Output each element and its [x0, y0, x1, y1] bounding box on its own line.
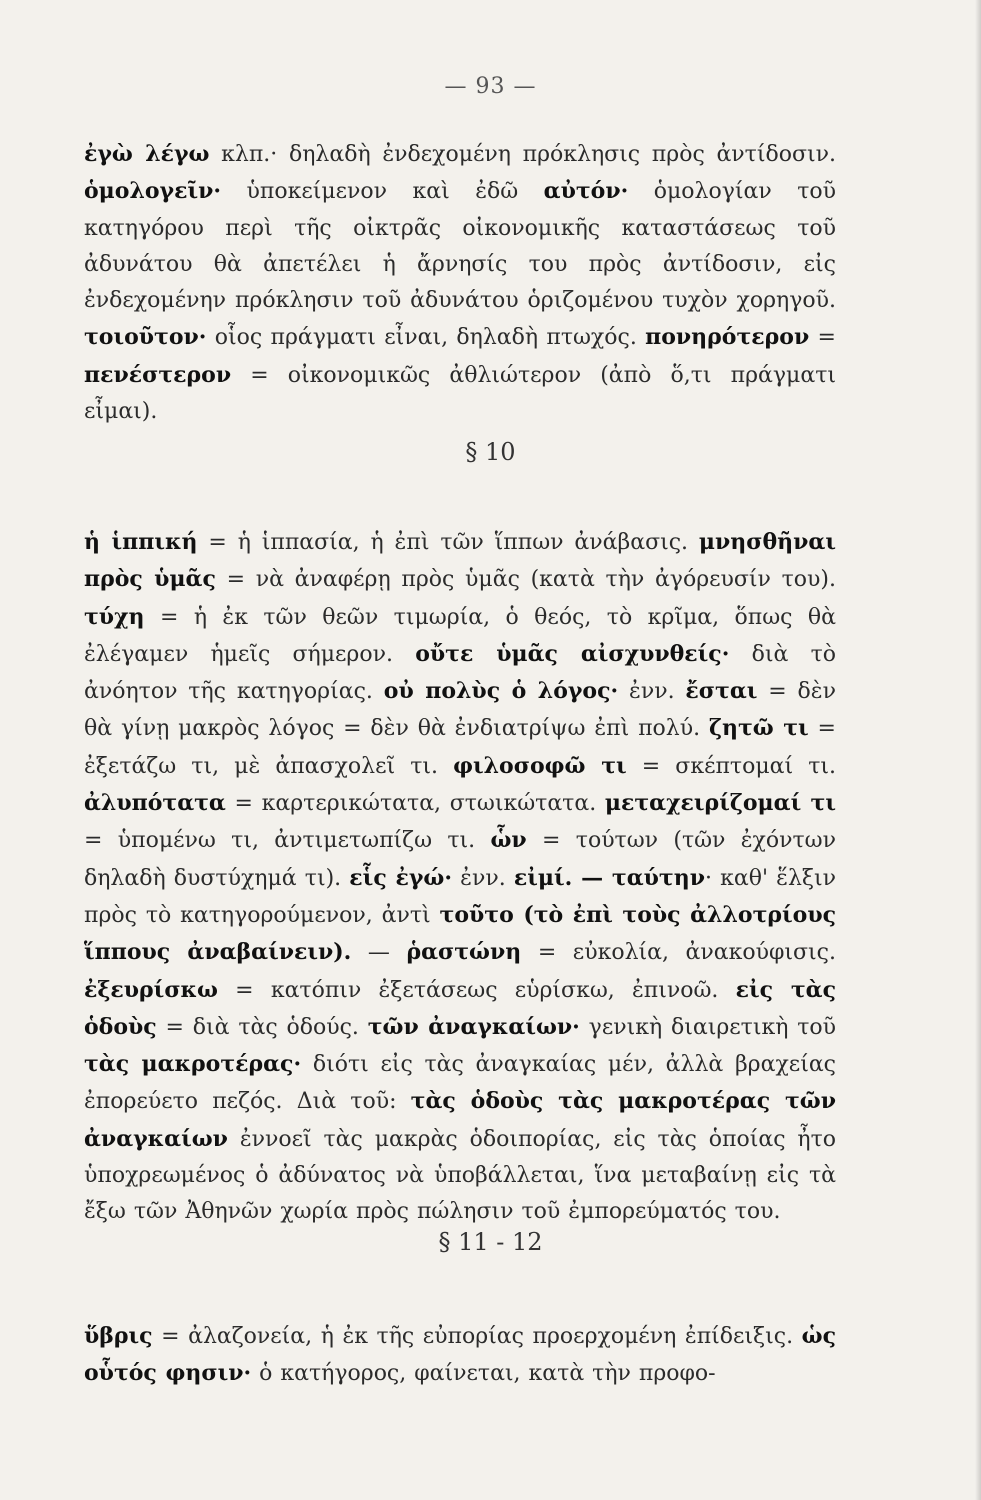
bold-term: τύχη [84, 603, 145, 630]
bold-term: τοιοῦτον· [84, 324, 207, 351]
page-number: — 93 — [444, 74, 537, 99]
text-run: διότι εἰς τὰς ἀναγκαίας μέν, ἀλλὰ βραχείας ἐπορεύετο πεζός. Διὰ τοῦ: [84, 1052, 836, 1115]
text-run: = κατόπιν ἐξετάσεως εὑρίσκω, ἐπινοῶ. [217, 977, 736, 1003]
text-run: ἐνν. [452, 865, 514, 891]
text-run: = ἀλαζονεία, ἡ ἐκ τῆς εὐπορίας προερχομένη ἐπίδειξις. [152, 1324, 802, 1349]
bold-term: εἷς ἐγώ· [349, 864, 453, 891]
text-run: ἐνν. [618, 679, 686, 705]
bold-term: πονηρότερον [645, 324, 810, 351]
text-run: διὰ τὸ ἀνόητον τῆς κατηγορίας. [84, 641, 836, 705]
bold-term: ῥαστώνη [406, 939, 522, 966]
text-run: = δὲν θὰ γίνῃ μακρὸς λόγος = δὲν θὰ ἐνδιατρίψω ἐπὶ πολύ. [84, 679, 836, 742]
bold-term: μεταχειρίζομαί τι [604, 790, 836, 817]
bold-term: ἔσται [685, 678, 758, 705]
bold-term: μνησθῆναι πρὸς ὑμᾶς [84, 529, 836, 593]
bold-term: τὰς μακροτέρας· [84, 1051, 302, 1078]
text-run: = ἡ ἱππασία, ἡ ἐπὶ τῶν ἵππων ἀνάβασις. [197, 530, 699, 555]
bold-term: εἰς τὰς ὁδοὺς [84, 976, 837, 1040]
text-run: ὁ κατήγορος, φαίνεται, κατὰ τὴν προφο- [251, 1361, 716, 1387]
bold-term: εἰμί. — ταύτην [513, 864, 705, 891]
bold-term: ὕβρις [84, 1323, 153, 1349]
text-run: = ὑπομένω τι, ἀντιμετωπίζω τι. [84, 828, 491, 854]
text-run: οἷος πράγματι εἶναι, δηλαδὴ πτωχός. [206, 325, 646, 351]
text-run: — [351, 940, 407, 966]
bold-term: οὐ πολὺς ὁ λόγος· [383, 678, 619, 705]
bold-term: ἐγὼ λέγω [84, 141, 210, 167]
bold-term: ἡ ἱππική [84, 529, 198, 555]
bold-term: ζητῶ τι [708, 715, 809, 742]
bold-term: τῶν ἀναγκαίων· [367, 1013, 580, 1040]
bold-term: οὔτε ὑμᾶς αἰσχυνθείς· [415, 640, 730, 667]
section-heading-10: § 10 [465, 438, 516, 466]
text-run: γενικὴ διαιρετικὴ τοῦ [579, 1014, 836, 1040]
text-run: = νὰ ἀναφέρῃ πρὸς ὑμᾶς (κατὰ τὴν ἀγόρευσίν του). [215, 567, 836, 593]
text-run: = εὐκολία, ἀνακούφισις. [521, 940, 836, 966]
paragraph-2 [84, 524, 836, 1231]
text-run: = σκέπτομαί τι. [626, 753, 836, 779]
text-run: = καρτερικώτατα, στωικώτατα. [225, 791, 605, 817]
bold-term: τοῦτο (τὸ ἐπὶ τοὺς ἀλλοτρίους ἵππους ἀναβαίνειν). [84, 901, 836, 966]
paragraph-3 [84, 1318, 836, 1393]
text-run: ἐννοεῖ τὰς μακρὰς ὁδοιπορίας, εἰς τὰς ὁποίας ἦτο ὑποχρεωμένος ὁ ἀδύνατος νὰ ὑποβάλλεται, ἵνα μεταβαίνῃ εἰς τὰ ἔξω τῶν Ἀθηνῶν χωρία πρὸς πώλησιν τοῦ ἐμπορεύματός του. [84, 1126, 836, 1225]
bold-term: αὐτόν· [543, 178, 629, 205]
bold-term: ὡς οὗτός φησιν· [84, 1323, 836, 1387]
text-run: = διὰ τὰς ὁδούς. [156, 1014, 368, 1040]
text-run: · καθ' ἕλξιν πρὸς τὸ κατηγορούμενον, ἀντὶ [84, 865, 837, 928]
bold-term: φιλοσοφῶ τι [453, 752, 627, 779]
text-run: = τούτων (τῶν ἐχόντων δηλαδὴ δυστύχημά τι). [84, 828, 836, 891]
paragraph-1 [84, 136, 836, 430]
text-run: = ἡ ἐκ τῶν θεῶν τιμωρία, ὁ θεός, τὸ κρῖμα, ὅπως θὰ ἐλέγαμεν ἡμεῖς σήμερον. [84, 604, 836, 667]
bold-term: ὁμολογεῖν· [84, 178, 222, 205]
text-run: κλπ.· δηλαδὴ ἐνδεχομένη πρόκλησις πρὸς ἀντίδοσιν. [209, 142, 836, 167]
bold-term: πενέστερον [84, 361, 232, 388]
text-run: ὑποκείμενον καὶ ἐδῶ [221, 179, 544, 205]
bold-term: τὰς ὁδοὺς τὰς μακροτέρας τῶν ἀναγκαίων [84, 1088, 836, 1152]
text-run: = [809, 325, 836, 351]
bold-term: ἀλυπότατα [84, 790, 226, 817]
bold-term: ὧν [490, 827, 527, 854]
text-run: = ἐξετάζω τι, μὲ ἀπασχολεῖ τι. [84, 716, 836, 779]
section-heading-11-12: § 11 - 12 [438, 1228, 543, 1256]
text-run: = οἰκονομικῶς ἀθλιώτερον (ἀπὸ ὅ,τι πράγματι εἶμαι). [84, 362, 836, 425]
page-edge-shadow [975, 0, 981, 1500]
bold-term: ἐξευρίσκω [84, 976, 218, 1003]
text-run: ὁμολογίαν τοῦ κατηγόρου περὶ τῆς οἰκτρᾶς οἰκονομικῆς καταστάσεως τοῦ ἀδυνάτου θὰ ἀπετέλει ἡ ἄρνησίς του πρὸς ἀντίδοσιν, εἰς ἐνδεχομένην πρόκλησιν τοῦ ἀδυνάτου ὁριζομένου τυχὸν χορηγοῦ. [84, 179, 836, 314]
